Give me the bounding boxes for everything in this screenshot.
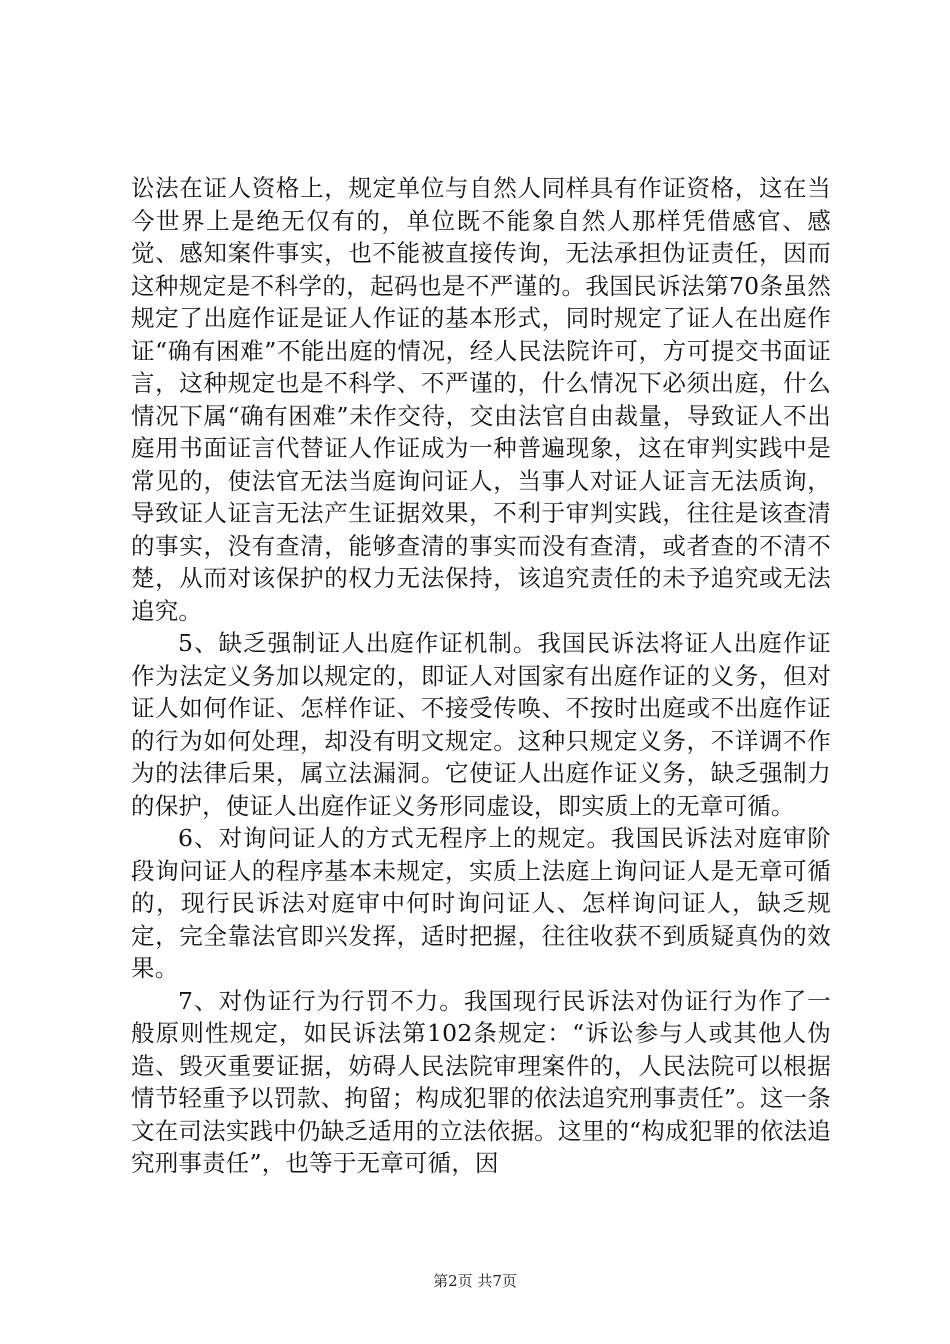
document-body: [131, 172, 831, 1180]
paragraph-item-7: 7、对伪证行为行罚不力。我国现行民诉法对伪证行为作了一般原则性规定，如民诉法第102条规定：“诉讼参与人或其他人伪造、毁灭重要证据，妨碍人民法院审理案件的，人民法院可以根据情节轻重予以罚款、拘留；构成犯罪的依法追究刑事责任”。这一条文在司法实践中仍缺乏适用的立法依据。这里的“构成犯罪的依法追究刑事责任”，也等于无章可循，因: [131, 986, 831, 1177]
paragraph-item-5: 5、缺乏强制证人出庭作证机制。我国民诉法将证人出庭作证作为法定义务加以规定的，即证人对国家有出庭作证的义务，但对证人如何作证、怎样作证、不接受传唤、不按时出庭或不出庭作证的行为如何处理，却没有明文规定。这种只规定义务，不详调不作为的法律后果，属立法漏洞。它使证人出庭作证义务，缺乏强制力的保护，使证人出庭作证义务形同虚设，即实质上的无章可循。: [131, 629, 831, 820]
page-number-footer: 第2页 共7页: [433, 1272, 517, 1290]
paragraph-item-6: 6、对询问证人的方式无程序上的规定。我国民诉法对庭审阶段询问证人的程序基本未规定，实质上法庭上询问证人是无章可循的，现行民诉法对庭审中何时询问证人、怎样询问证人，缺乏规定，完全靠法官即兴发挥，适时把握，往往收获不到质疑真伪的效果。: [131, 824, 831, 982]
paragraph-continuation: 讼法在证人资格上，规定单位与自然人同样具有作证资格，这在当今世界上是绝无仅有的，单位既不能象自然人那样凭借感官、感觉、感知案件事实，也不能被直接传询，无法承担伪证责任，因而这种规定是不科学的，起码也是不严谨的。我国民诉法第70条虽然规定了出庭作证是证人作证的基本形式，同时规定了证人在出庭作证“确有困难”不能出庭的情况，经人民法院许可，方可提交书面证言，这种规定也是不科学、不严谨的，什么情况下必须出庭，什么情况下属“确有困难”未作交待，交由法官自由裁量，导致证人不出庭用书面证言代替证人作证成为一种普遍现象，这在审判实践中是常见的，使法官无法当庭询问证人，当事人对证人证言无法质询，导致证人证言无法产生证据效果，不利于审判实践，往往是该查清的事实，没有查清，能够查清的事实而没有查清，或者查的不清不楚，从而对该保护的权力无法保持，该追究责任的未予追究或无法追究。: [131, 174, 831, 625]
